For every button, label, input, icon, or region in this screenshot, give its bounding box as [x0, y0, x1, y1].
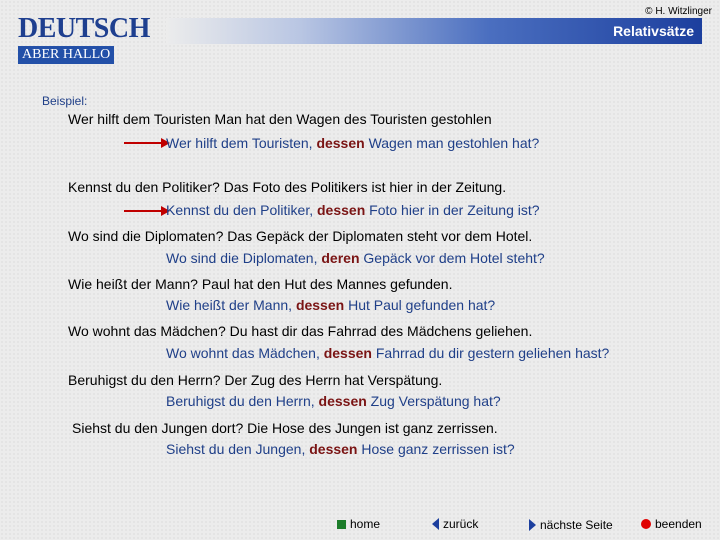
- answer-text: Zug Verspätung hat?: [366, 393, 501, 409]
- answer-text: Fahrrad du dir gestern geliehen hast?: [371, 345, 610, 361]
- home-icon: [337, 520, 346, 529]
- title-bar: [166, 18, 702, 44]
- answer-text: Foto hier in der Zeitung ist?: [365, 202, 540, 218]
- logo-title: DEUTSCH: [18, 13, 150, 44]
- end-icon: [641, 519, 651, 529]
- page-title: Relativsätze: [613, 23, 694, 39]
- answer-text: Wagen man gestohlen hat?: [364, 135, 540, 151]
- answer-text: Wo wohnt das Mädchen,: [166, 345, 324, 361]
- exercise-question: Wer hilft dem Touristen Man hat den Wagen des Touristen gestohlen: [68, 111, 492, 127]
- answer-text: Wer hilft dem Touristen,: [166, 135, 317, 151]
- back-label: zurück: [443, 517, 479, 531]
- end-button[interactable]: [641, 517, 702, 531]
- relative-pronoun: dessen: [309, 441, 358, 457]
- arrow-icon: [124, 210, 162, 212]
- relative-pronoun: dessen: [323, 345, 372, 361]
- exercise-answer: [166, 297, 495, 313]
- answer-text: Wo sind die Diplomaten,: [166, 250, 322, 266]
- exercise-question: Wo wohnt das Mädchen? Du hast dir das Fahrrad des Mädchens geliehen.: [68, 323, 533, 339]
- next-label: nächste Seite: [540, 518, 613, 532]
- answer-text: Beruhigst du den Herrn,: [166, 393, 319, 409]
- back-button[interactable]: [432, 517, 478, 531]
- relative-pronoun: dessen: [318, 393, 367, 409]
- next-page-button[interactable]: [529, 518, 613, 532]
- back-arrow-icon: [432, 518, 439, 530]
- answer-text: Siehst du den Jungen,: [166, 441, 310, 457]
- next-arrow-icon: [529, 519, 536, 531]
- exercise-answer: [166, 135, 539, 151]
- exercise-answer: [166, 441, 515, 457]
- exercise-question: Beruhigst du den Herrn? Der Zug des Herrn hat Verspätung.: [68, 372, 443, 388]
- answer-text: Gepäck vor dem Hotel steht?: [359, 250, 545, 266]
- home-label: home: [350, 517, 381, 531]
- answer-text: Hut Paul gefunden hat?: [344, 297, 496, 313]
- logo: [18, 14, 150, 64]
- exercise-answer: [166, 202, 540, 218]
- answer-text: Hose ganz zerrissen ist?: [357, 441, 515, 457]
- exercise-question: Kennst du den Politiker? Das Foto des Politikers ist hier in der Zeitung.: [68, 179, 507, 195]
- exercise-question: Wie heißt der Mann? Paul hat den Hut des Mannes gefunden.: [68, 276, 453, 292]
- relative-pronoun: deren: [321, 250, 360, 266]
- end-label: beenden: [655, 517, 702, 531]
- exercise-answer: [166, 250, 545, 266]
- relative-pronoun: dessen: [316, 135, 365, 151]
- exercise-answer: [166, 345, 609, 361]
- relative-pronoun: dessen: [295, 297, 345, 313]
- logo-subtitle: ABER HALLO: [18, 46, 114, 64]
- exercise-answer: [166, 393, 501, 409]
- example-label: Beispiel:: [42, 94, 88, 108]
- answer-text: Wie heißt der Mann,: [166, 297, 296, 313]
- exercise-question: Wo sind die Diplomaten? Das Gepäck der Diplomaten steht vor dem Hotel.: [68, 228, 533, 244]
- relative-pronoun: dessen: [317, 202, 366, 218]
- answer-text: Kennst du den Politiker,: [166, 202, 317, 218]
- home-button[interactable]: [337, 517, 380, 531]
- copyright: © H. Witzlinger: [645, 6, 712, 17]
- arrow-icon: [124, 142, 162, 144]
- exercise-question: Siehst du den Jungen dort? Die Hose des Jungen ist ganz zerrissen.: [72, 420, 498, 436]
